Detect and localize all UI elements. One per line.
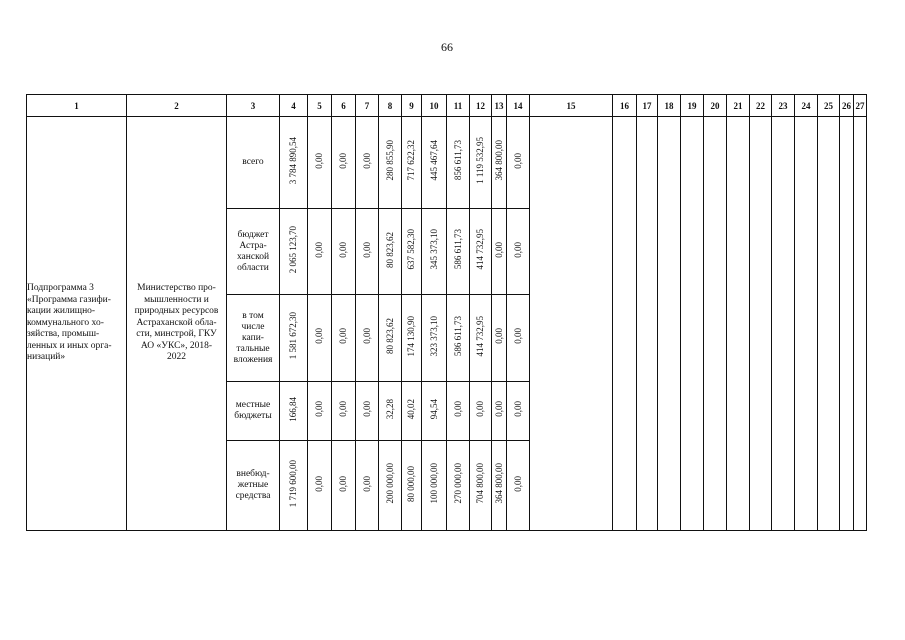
value-text: 0,00 [314,401,324,417]
value-text: 0,00 [361,475,372,492]
empty-cell-col-26 [840,117,854,531]
column-header-21: 21 [727,95,750,117]
empty-cell-col-15 [530,117,613,531]
funding-source-line: бюджет [237,229,269,240]
empty-cell-col-21 [727,117,750,531]
value-text: 270 000,00 [452,463,463,504]
value-cell-col-4 [280,382,308,441]
funding-source-line: вложения [233,354,273,365]
column-header-18: 18 [658,95,681,117]
empty-cell-col-19 [681,117,704,531]
value-text: 364 800,00 [493,463,504,504]
funding-source-line: внебюд- [236,469,270,479]
value-cell-col-5 [308,295,332,382]
empty-cell-col-20 [704,117,727,531]
column-header-8: 8 [379,95,402,117]
value-cell-col-4 [280,209,308,295]
value-cell-col-14 [507,295,530,382]
value-cell-col-14 [507,382,530,441]
value-cell-col-10 [422,441,447,531]
value-cell-col-9 [402,117,422,209]
value-text: 414 732,95 [475,229,485,270]
value-text: 0,00 [361,328,372,344]
value-text: 0,00 [361,241,372,258]
funding-source-line: бюджеты [234,411,272,421]
column-header-16: 16 [613,95,637,117]
value-text: 0,00 [338,328,348,344]
value-cell-col-12 [470,117,492,209]
funding-source-line: капи- [242,332,264,343]
value-cell-col-4 [280,441,308,531]
executor-line: Министерство про- [137,283,216,294]
value-cell-col-8 [379,441,402,531]
budget-table [26,94,867,531]
value-text: 0,00 [512,401,523,417]
program-name-line: ленных и иных орга- [27,340,112,351]
empty-cell-col-25 [818,117,840,531]
funding-source-line: Астра- [239,240,267,251]
value-cell-col-11 [447,117,470,209]
value-cell-col-14 [507,209,530,295]
empty-cell-col-24 [795,117,818,531]
executor-line: мышленности и [144,294,209,305]
funding-source-line: жетные [237,480,269,490]
column-header-5: 5 [308,95,332,117]
value-cell-col-9 [402,295,422,382]
value-text: 0,00 [493,401,504,417]
executor-line: природных ресурсов [134,306,219,317]
executor-line: Астраханской обла- [136,317,217,328]
program-name-line: коммунального хо- [27,317,104,328]
value-text: 174 130,90 [406,315,416,357]
funding-source-line: всего [242,157,264,167]
program-name-line: кации жилищно- [27,306,96,317]
value-cell-col-5 [308,117,332,209]
value-text: 717 622,32 [406,140,416,181]
funding-source-cell [227,382,280,441]
value-text: 704 800,00 [475,463,485,504]
value-text: 0,00 [512,328,523,344]
program-name-line: зяйства, промыш- [27,329,100,340]
value-cell-col-9 [402,209,422,295]
program-name-line: низаций» [27,352,66,363]
value-text: 94,54 [428,398,439,420]
column-header-17: 17 [637,95,658,117]
value-cell-col-13 [492,382,507,441]
funding-source-cell [227,117,280,209]
value-cell-col-4 [280,117,308,209]
value-text: 166,84 [288,396,298,422]
value-text: 3 784 890,54 [288,136,298,185]
value-text: 80 823,62 [384,318,395,354]
value-text: 0,00 [361,152,372,169]
value-cell-col-7 [356,117,379,209]
column-header-2: 2 [127,95,227,117]
column-header-3: 3 [227,95,280,117]
value-text: 856 611,73 [452,140,463,181]
value-text: 280 855,90 [384,140,395,181]
value-cell-col-6 [332,209,356,295]
value-cell-col-7 [356,209,379,295]
value-text: 1 581 672,30 [288,312,298,360]
table-row-total [27,117,867,209]
value-cell-col-13 [492,209,507,295]
value-text: 0,00 [512,152,523,169]
value-text: 0,00 [338,475,348,492]
value-cell-col-5 [308,441,332,531]
value-text: 0,00 [361,401,372,417]
value-cell-col-10 [422,295,447,382]
funding-source-line: числе [241,321,265,332]
value-text: 1 719 600,00 [288,459,298,508]
value-cell-col-4 [280,295,308,382]
value-cell-col-10 [422,209,447,295]
value-cell-col-12 [470,295,492,382]
value-text: 0,00 [512,241,523,258]
value-cell-col-8 [379,209,402,295]
value-text: 0,00 [512,475,523,492]
funding-source-cell [227,209,280,295]
program-name-line: «Программа газифи- [27,294,111,305]
column-header-7: 7 [356,95,379,117]
value-text: 0,00 [338,152,348,169]
value-cell-col-9 [402,441,422,531]
value-text: 0,00 [493,241,504,258]
value-text: 637 582,30 [406,229,416,270]
value-cell-col-6 [332,295,356,382]
page-number: 66 [441,40,453,54]
funding-source-line: местные [235,400,271,410]
column-header-24: 24 [795,95,818,117]
value-cell-col-10 [422,382,447,441]
value-cell-col-13 [492,295,507,382]
value-text: 586 611,73 [452,229,463,270]
funding-source-line: тальные [236,343,270,354]
value-cell-col-7 [356,382,379,441]
value-text: 364 800,00 [493,140,504,181]
value-text: 2 065 123,70 [288,225,298,274]
value-cell-col-7 [356,295,379,382]
funding-source-cell [227,441,280,531]
column-header-15: 15 [530,95,613,117]
program-name-cell [27,117,127,531]
value-cell-col-9 [402,382,422,441]
funding-source-line: ханской [236,251,270,262]
executor-cell [127,117,227,531]
value-text: 0,00 [314,328,324,344]
empty-cell-col-27 [854,117,867,531]
executor-line: АО «УКС», 2018- [140,340,213,351]
column-header-20: 20 [704,95,727,117]
value-text: 80 823,62 [384,231,395,268]
value-cell-col-11 [447,441,470,531]
value-cell-col-12 [470,382,492,441]
column-header-4: 4 [280,95,308,117]
value-text: 40,02 [406,398,416,420]
value-cell-col-12 [470,441,492,531]
column-header-13: 13 [492,95,507,117]
value-cell-col-5 [308,209,332,295]
value-cell-col-13 [492,117,507,209]
value-cell-col-11 [447,382,470,441]
value-text: 0,00 [314,241,324,258]
empty-cell-col-22 [750,117,772,531]
value-text: 0,00 [338,401,348,417]
executor-line: 2022 [167,352,186,363]
value-cell-col-11 [447,295,470,382]
executor-line: сти, минстрой, ГКУ [136,329,217,340]
empty-cell-col-23 [772,117,795,531]
column-header-12: 12 [470,95,492,117]
value-cell-col-8 [379,295,402,382]
value-text: 0,00 [314,152,324,169]
value-text: 1 119 532,95 [475,137,485,184]
funding-source-cell [227,295,280,382]
value-text: 586 611,73 [452,315,463,357]
value-text: 445 467,64 [428,140,439,181]
column-header-27: 27 [854,95,867,117]
value-text: 345 373,10 [428,229,439,270]
value-cell-col-6 [332,117,356,209]
value-cell-col-10 [422,117,447,209]
value-text: 32,28 [384,398,395,420]
value-cell-col-8 [379,382,402,441]
funding-source-line: средства [235,491,271,501]
value-text: 100 000,00 [428,463,439,504]
value-text: 200 000,00 [384,463,395,504]
value-cell-col-12 [470,209,492,295]
empty-cell-col-17 [637,117,658,531]
program-name-line: Подпрограмма 3 [27,283,94,294]
funding-source-line: области [237,262,269,273]
header-row [27,95,867,117]
column-header-1: 1 [27,95,127,117]
value-text: 0,00 [452,401,463,417]
value-cell-col-5 [308,382,332,441]
value-text: 80 000,00 [406,465,416,502]
value-cell-col-14 [507,441,530,531]
column-header-9: 9 [402,95,422,117]
value-cell-col-7 [356,441,379,531]
value-text: 0,00 [338,241,348,258]
value-cell-col-6 [332,441,356,531]
value-cell-col-11 [447,209,470,295]
value-cell-col-6 [332,382,356,441]
empty-cell-col-18 [658,117,681,531]
column-header-11: 11 [447,95,470,117]
column-header-14: 14 [507,95,530,117]
value-text: 0,00 [493,328,504,344]
value-text: 414 732,95 [475,315,485,357]
column-header-19: 19 [681,95,704,117]
column-header-26: 26 [840,95,854,117]
value-text: 0,00 [314,475,324,492]
value-cell-col-13 [492,441,507,531]
column-header-6: 6 [332,95,356,117]
value-cell-col-8 [379,117,402,209]
column-header-22: 22 [750,95,772,117]
value-text: 0,00 [475,401,485,417]
empty-cell-col-16 [613,117,637,531]
column-header-10: 10 [422,95,447,117]
value-text: 323 373,10 [428,315,439,357]
value-cell-col-14 [507,117,530,209]
funding-source-line: в том [242,310,264,321]
column-header-25: 25 [818,95,840,117]
column-header-23: 23 [772,95,795,117]
